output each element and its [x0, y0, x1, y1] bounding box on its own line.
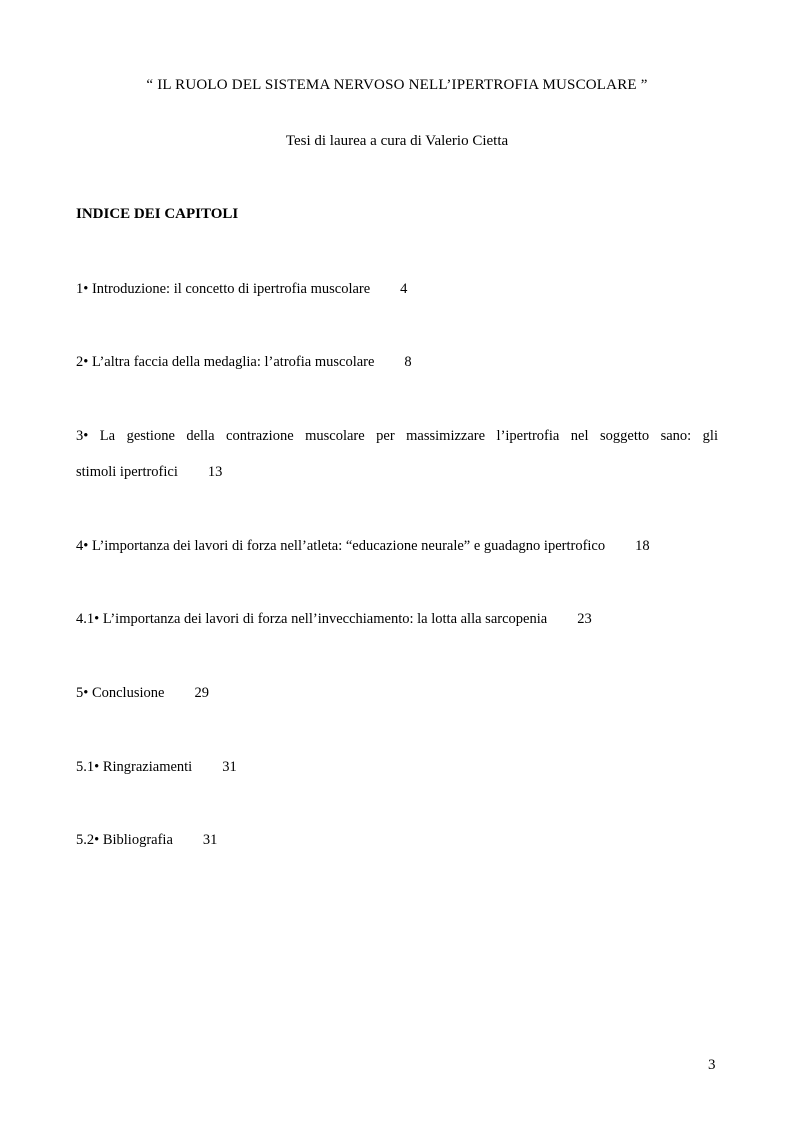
- toc-entry-label-line1: 3• La gestione della contrazione muscolare per massimizzare l’ipertrofia nel soggetto sano: gli: [76, 428, 718, 444]
- toc-entry-2: [76, 353, 412, 371]
- toc-entry-label-line2-container: [76, 463, 718, 481]
- toc-entry-label: 4• L’importanza dei lavori di forza nell’atleta: “educazione neurale” e guadagno ipertrofico: [76, 538, 606, 554]
- index-heading: INDICE DEI CAPITOLI: [76, 206, 239, 222]
- toc-entry-page: 23: [577, 611, 592, 627]
- toc-entry-label: 4.1• L’importanza dei lavori di forza nell’invecchiamento: la lotta alla sarcopenia: [76, 611, 548, 627]
- toc-entry-label: 2• L’altra faccia della medaglia: l’atrofia muscolare: [76, 354, 375, 370]
- document-subtitle: Tesi di laurea a cura di Valerio Cietta: [285, 133, 509, 149]
- toc-entry-label: 5• Conclusione: [76, 685, 165, 701]
- toc-entry-5-1: [76, 758, 237, 776]
- document-title: “ IL RUOLO DEL SISTEMA NERVOSO NELL’IPERTROFIA MUSCOLARE ”: [146, 77, 648, 93]
- toc-entry-page: 31: [222, 759, 237, 775]
- toc-entry-5-2: [76, 831, 217, 849]
- toc-entry-page: 29: [194, 685, 209, 701]
- toc-entry-page: 8: [404, 354, 412, 370]
- toc-entry-page: 13: [207, 464, 223, 480]
- toc-entry-label: 5.1• Ringraziamenti: [76, 759, 193, 775]
- toc-entry-1: [76, 280, 407, 298]
- toc-entry-5: [76, 684, 209, 702]
- toc-entry-label-line2: stimoli ipertrofici: [76, 464, 178, 480]
- page-number: 3: [708, 1057, 716, 1073]
- toc-entry-label: 5.2• Bibliografia: [76, 832, 173, 848]
- toc-entry-4-1: [76, 610, 592, 628]
- toc-entry-page: 4: [400, 281, 408, 297]
- toc-entry-4: [76, 537, 650, 555]
- toc-entry-label: 1• Introduzione: il concetto di ipertrofia muscolare: [76, 281, 371, 297]
- toc-entry-page: 31: [202, 832, 218, 848]
- toc-entry-page: 18: [635, 538, 650, 554]
- toc-entry-3: [76, 427, 718, 481]
